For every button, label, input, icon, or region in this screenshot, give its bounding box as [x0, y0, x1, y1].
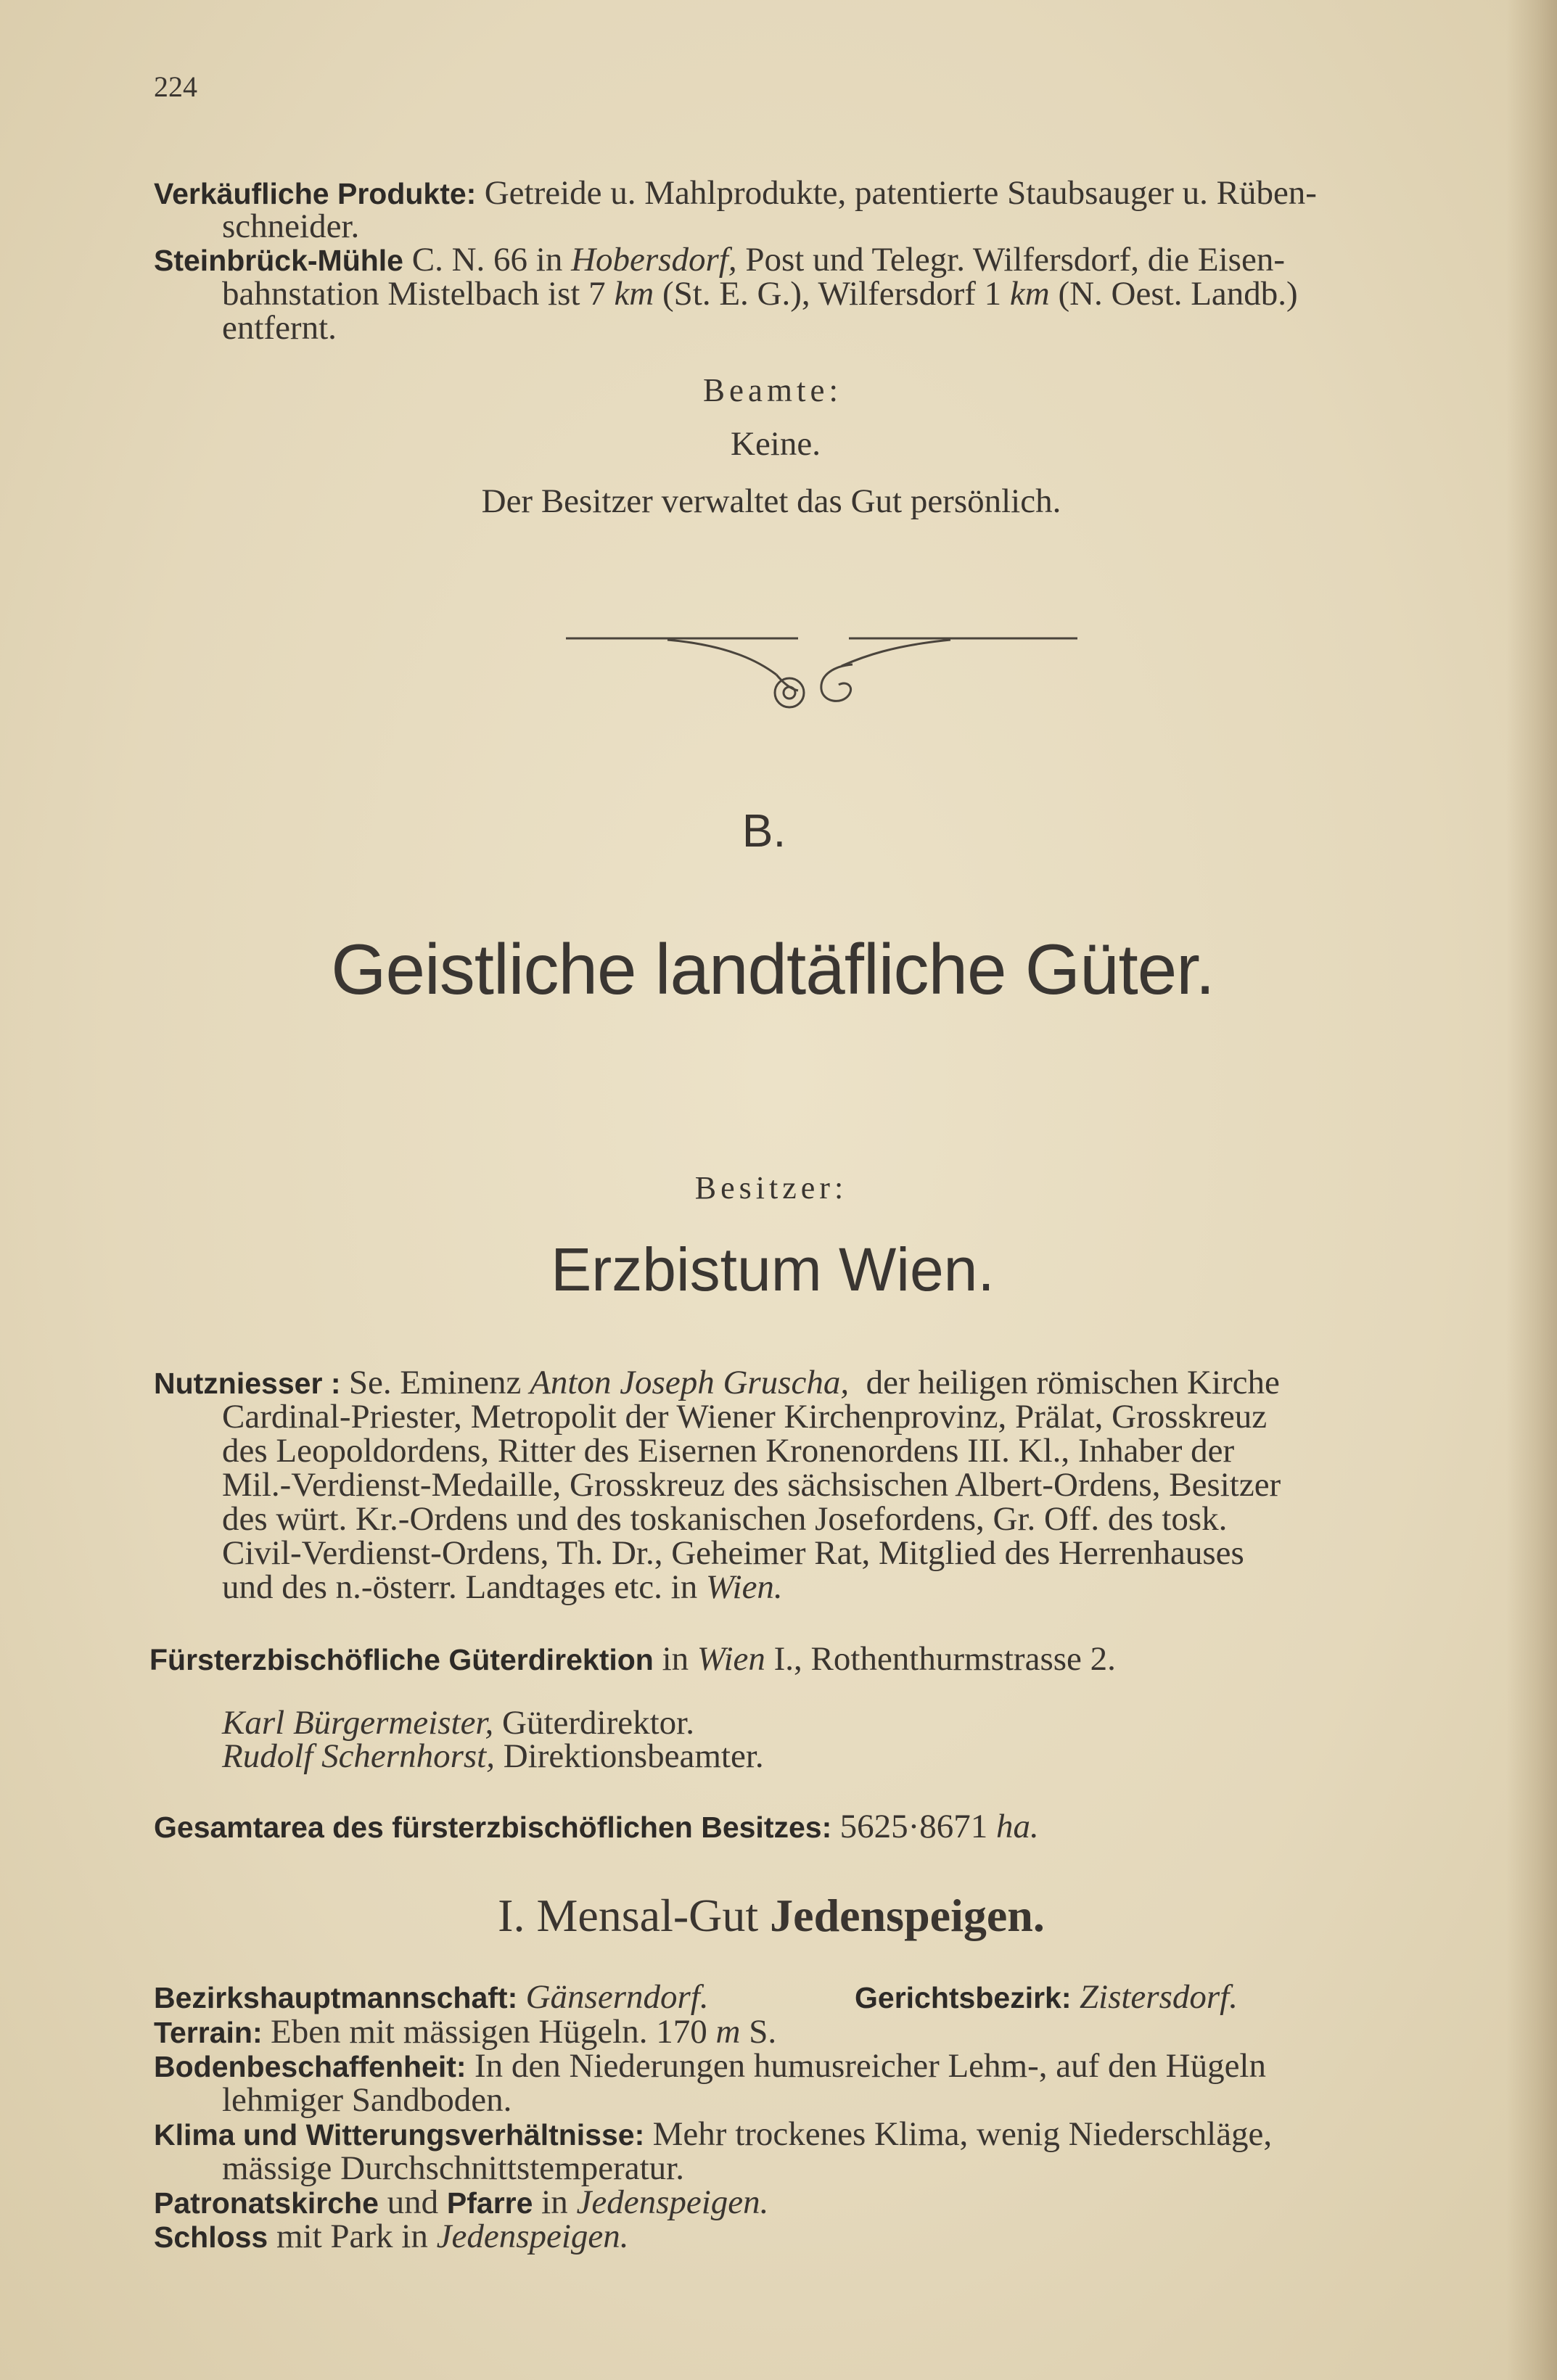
muehle-line-1: Steinbrück-Mühle C. N. 66 in Hobersdorf, Post und Telegr. Wilfersdorf, die Eisen- — [154, 241, 1285, 279]
staff-name: Rudolf Schernhorst, — [222, 1737, 495, 1775]
produkte-line-2: schneider. — [222, 207, 360, 245]
nutzniesser-line-3: des Leopoldordens, Ritter des Eisernen Kronenordens III. Kl., Inhaber der — [222, 1432, 1235, 1470]
staff-row — [222, 1738, 764, 1774]
boden-line-1: Bodenbeschaffenheit: In den Niederungen humusreicher Lehm-, auf den Hügeln — [154, 2047, 1266, 2085]
terrain-line: Terrain: Eben mit mässigen Hügeln. 170 m S. — [154, 2013, 777, 2051]
beamte-none: Keine. — [731, 425, 821, 463]
staff-row — [222, 1705, 694, 1741]
gericht-line: Gerichtsbezirk: Zistersdorf. — [855, 1978, 1238, 2016]
nutzniesser-line-6: Civil-Verdienst-Ordens, Th. Dr., Geheimer Rat, Mitglied des Herrenhauses — [222, 1534, 1244, 1572]
gut-title: I. Mensal-Gut Jedenspeigen. — [498, 1890, 1045, 1941]
nutzniesser-label: Nutzniesser — [154, 1367, 323, 1400]
muehle-label: Steinbrück-Mühle — [154, 244, 403, 277]
schloss-line: Schloss mit Park in Jedenspeigen. — [154, 2218, 629, 2255]
muehle-line-2: bahnstation Mistelbach ist 7 km (St. E. G.), Wilfersdorf 1 km (N. Oest. Landb.) — [222, 275, 1298, 313]
produkte-text: Getreide u. Mahlprodukte, patentierte Staubsauger u. Rüben- — [484, 174, 1317, 212]
patronat-line: Patronatskirche und Pfarre in Jedenspeigen. — [154, 2183, 769, 2221]
beamte-heading: Beamte: — [703, 372, 842, 408]
bezirk-line: Bezirkshauptmannschaft: Gänserndorf. — [154, 1978, 709, 2016]
produkte-line-1: Verkäufliche Produkte: Getreide u. Mahlprodukte, patentierte Staubsauger u. Rüben- — [154, 174, 1317, 212]
besitzer-name: Erzbistum Wien. — [551, 1235, 995, 1304]
beamte-note: Der Besitzer verwaltet das Gut persönlich. — [481, 482, 1061, 520]
ornament-divider-icon — [559, 624, 1085, 725]
direktion-label: Fürsterzbischöfliche Güterdirektion — [149, 1643, 654, 1676]
nutzniesser-line-4: Mil.-Verdienst-Medaille, Grosskreuz des sächsischen Albert-Ordens, Besitzer — [222, 1466, 1281, 1504]
staff-role: Direktionsbeamter. — [503, 1737, 764, 1775]
nutzniesser-line-1: Nutzniesser : Se. Eminenz Anton Joseph Gruscha, der heiligen römischen Kirche — [154, 1364, 1280, 1401]
muehle-place: Hobersdorf, — [571, 241, 737, 279]
gesamtarea-label: Gesamtarea des fürsterzbischöflichen Besitzes — [154, 1811, 822, 1844]
nutzniesser-line-5: des würt. Kr.-Ordens und des toskanischen Josefordens, Gr. Off. des tosk. — [222, 1500, 1228, 1538]
gut-title-name: Jedenspeigen. — [770, 1890, 1045, 1941]
direktion-line: Fürsterzbischöfliche Güterdirektion in Wien I., Rothenthurmstrasse 2. — [149, 1640, 1116, 1678]
page-number: 224 — [154, 70, 197, 103]
section-letter: B. — [741, 804, 786, 857]
nutzniesser-line-7: und des n.-österr. Landtages etc. in Wien. — [222, 1568, 783, 1606]
besitzer-heading: Besitzer: — [694, 1170, 848, 1206]
produkte-label: Verkäufliche Produkte — [154, 177, 467, 210]
staff-role: Güterdirektor. — [502, 1704, 694, 1742]
boden-line-2: lehmiger Sandboden. — [222, 2081, 512, 2119]
muehle-line-3: entfernt. — [222, 309, 337, 347]
gesamtarea-value: 5625·8671 — [839, 1808, 988, 1845]
gesamtarea-line: Gesamtarea des fürsterzbischöflichen Besitzes: 5625·8671 ha. — [154, 1808, 1039, 1845]
staff-name: Karl Bürgermeister, — [222, 1704, 494, 1742]
section-title: Geistliche landtäfliche Güter. — [331, 929, 1215, 1009]
nutzniesser-line-2: Cardinal-Priester, Metropolit der Wiener Kirchenprovinz, Prälat, Grosskreuz — [222, 1398, 1268, 1436]
klima-line-2: mässige Durchschnittstemperatur. — [222, 2149, 684, 2187]
nutzniesser-name: Anton Joseph Gruscha, — [530, 1364, 850, 1401]
klima-line-1: Klima und Witterungsverhältnisse: Mehr trockenes Klima, wenig Niederschläge, — [154, 2115, 1273, 2153]
